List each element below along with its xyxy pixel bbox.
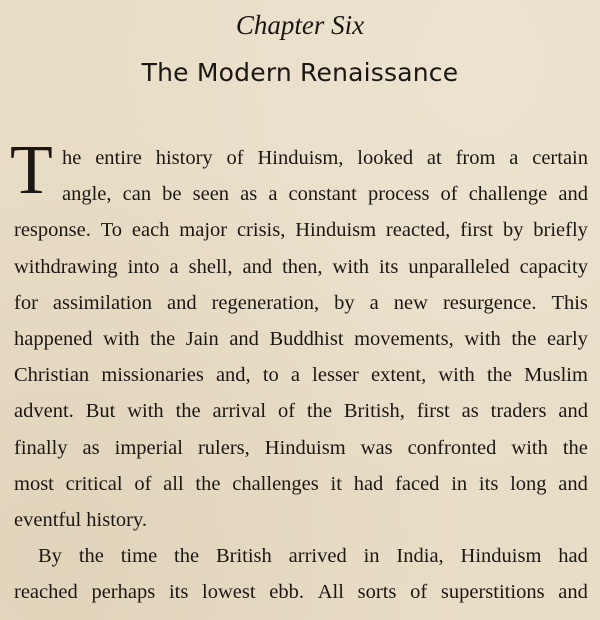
text-line: he entire history of Hinduism, looked at from a certain [62, 147, 588, 169]
text-line: advent. But with the arrival of the British, first as traders and [14, 400, 588, 423]
text-line: eventful history. [14, 508, 148, 531]
chapter-label: Chapter Six [235, 10, 365, 40]
text-line: Christian missionaries and, to a lesser extent, with the Muslim [14, 364, 588, 387]
text-line: By the time the British arrived in India, Hinduism had [38, 545, 588, 567]
text-line: most critical of all the challenges it had faced in its long and [14, 472, 588, 495]
text-line: withdrawing into a shell, and then, with its unparalleled capacity [14, 255, 588, 278]
text-line: angle, can be seen as a constant process of challenge and [62, 183, 588, 206]
paragraph-1 [10, 132, 588, 538]
paragraph-2 [14, 538, 588, 610]
text-line: for assimilation and regeneration, by a new resurgence. This [14, 291, 588, 314]
text-line: response. To each major crisis, Hinduism reacted, first by briefly [14, 219, 588, 242]
drop-cap: T [10, 132, 53, 209]
text-line: finally as imperial rulers, Hinduism was confronted with the [14, 436, 588, 459]
text-line: happened with the Jain and Buddhist movements, with the early [14, 327, 588, 350]
chapter-title: The Modern Renaissance [141, 58, 459, 87]
text-line: reached perhaps its lowest ebb. All sorts of superstitions and [14, 581, 588, 604]
